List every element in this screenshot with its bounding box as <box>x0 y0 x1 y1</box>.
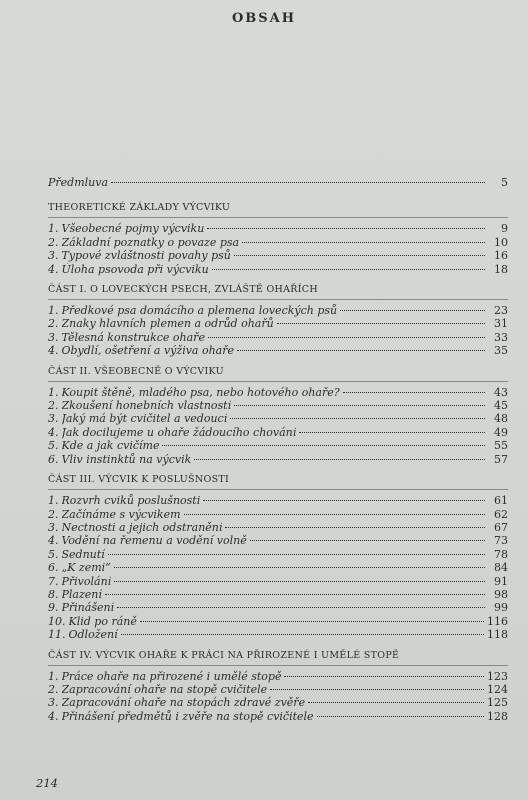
dot-leader <box>308 701 484 703</box>
entry-page: 98 <box>494 587 508 601</box>
entry-number: 1. <box>48 494 59 508</box>
entry-page: 99 <box>494 601 508 615</box>
dot-leader <box>340 309 485 311</box>
entry-page: 123 <box>487 669 508 683</box>
toc-entry <box>48 670 508 683</box>
toc-entry <box>48 439 508 452</box>
dot-leader <box>208 336 485 338</box>
entry-title: Přinášení <box>61 601 115 615</box>
entry-page: 128 <box>487 709 508 723</box>
dot-leader <box>234 254 485 256</box>
dot-leader <box>121 633 484 635</box>
section-rule <box>48 299 508 300</box>
entry-page: 49 <box>494 425 508 439</box>
entry-title: „K zemi“ <box>61 561 111 575</box>
dot-leader <box>237 349 485 351</box>
entry-page: 84 <box>494 561 508 575</box>
entry-number: 6. <box>48 561 59 575</box>
section-rule <box>48 665 508 666</box>
dot-leader <box>111 181 485 183</box>
entry-number: 4. <box>48 262 59 276</box>
entry-page: 16 <box>494 249 508 263</box>
entry-page: 57 <box>494 452 508 466</box>
entry-title: Odložení <box>68 628 118 642</box>
entry-number: 2. <box>48 317 59 331</box>
dot-leader <box>105 593 485 595</box>
toc-entry <box>48 508 508 521</box>
dot-leader <box>203 499 485 501</box>
entry-title: Koupit štěně, mladého psa, nebo hotového ohaře? <box>61 385 340 399</box>
entry-number: 1. <box>48 669 59 683</box>
entry-page: 67 <box>494 520 508 534</box>
toc-entry <box>48 521 508 534</box>
entry-number: 3. <box>48 520 59 534</box>
entry-page: 61 <box>494 494 508 508</box>
dot-leader <box>225 526 485 528</box>
toc-entry <box>48 494 508 507</box>
entry-title: Nectnosti a jejich odstranění <box>61 520 223 534</box>
entry-number: 3. <box>48 412 59 426</box>
entry-title: Znaky hlavních plemen a odrůd ohařů <box>61 317 274 331</box>
dot-leader <box>140 620 484 622</box>
toc-entry <box>48 263 508 276</box>
toc-entry <box>48 615 508 628</box>
section-heading: THEORETICKÉ ZÁKLADY VÝCVIKU <box>48 202 231 214</box>
dot-leader <box>270 688 484 690</box>
entry-page: 45 <box>494 399 508 413</box>
dot-leader <box>117 606 485 608</box>
entry-number: 8. <box>48 587 59 601</box>
dot-leader <box>194 458 485 460</box>
entry-number: 4. <box>48 425 59 439</box>
toc-entry <box>48 588 508 601</box>
section-heading: ČÁST II. VŠEOBECNĚ O VÝCVIKU <box>48 365 224 377</box>
section-rule <box>48 217 508 218</box>
toc-entry <box>48 386 508 399</box>
toc-entry <box>48 453 508 466</box>
entry-title: Vliv instinktů na výcvik <box>61 452 192 466</box>
dot-leader <box>343 391 485 393</box>
entry-page: 78 <box>494 547 508 561</box>
entry-number: 1. <box>48 222 59 236</box>
dot-leader <box>230 417 485 419</box>
entry-page: 125 <box>487 696 508 710</box>
toc-entry <box>48 575 508 588</box>
entry-number: 5. <box>48 547 59 561</box>
preface-page: 5 <box>501 176 508 189</box>
entry-title: Plazení <box>61 587 102 601</box>
entry-title: Předkové psa domácího a plemena loveckých psů <box>61 304 338 318</box>
toc-entry <box>48 344 508 357</box>
entry-title: Zapracování ohaře na stopě cvičitele <box>61 682 268 696</box>
entry-title: Základní poznatky o povaze psa <box>61 235 240 249</box>
dot-leader <box>114 566 485 568</box>
page-number: 214 <box>36 776 58 790</box>
entry-number: 2. <box>48 399 59 413</box>
entry-number: 4. <box>48 534 59 548</box>
entry-title: Přinášení předmětů i zvěře na stopě cvičitele <box>61 709 314 723</box>
entry-number: 10. <box>48 614 66 628</box>
section-rule <box>48 381 508 382</box>
entry-title: Začínáme s výcvikem <box>61 507 181 521</box>
toc-entry <box>48 696 508 709</box>
toc-entry <box>48 222 508 235</box>
entry-page: 73 <box>494 534 508 548</box>
entry-number: 1. <box>48 385 59 399</box>
entry-page: 43 <box>494 385 508 399</box>
toc-entry <box>48 236 508 249</box>
entry-number: 1. <box>48 304 59 318</box>
entry-title: Obydlí, ošetření a výživa ohaře <box>61 344 235 358</box>
dot-leader <box>317 715 484 717</box>
entry-page: 55 <box>494 439 508 453</box>
entry-page: 35 <box>494 344 508 358</box>
section-heading: ČÁST III. VÝCVIK K POSLUŠNOSTI <box>48 474 230 486</box>
entry-title: Kde a jak cvičíme <box>61 439 160 453</box>
toc-entry <box>48 399 508 412</box>
entry-title: Sednutí <box>61 547 105 561</box>
toc-entry <box>48 601 508 614</box>
table-of-contents <box>48 176 508 723</box>
entry-page: 62 <box>494 507 508 521</box>
entry-title: Typové zvláštnosti povahy psů <box>61 249 231 263</box>
toc-entry <box>48 710 508 723</box>
entry-title: Práce ohaře na přirozené i umělé stopě <box>61 669 282 683</box>
dot-leader <box>234 404 485 406</box>
dot-leader <box>162 444 485 446</box>
entry-number: 2. <box>48 682 59 696</box>
entry-number: 4. <box>48 709 59 723</box>
entry-title: Přivolání <box>61 574 112 588</box>
entry-number: 9. <box>48 601 59 615</box>
dot-leader <box>250 539 485 541</box>
toc-entry <box>48 317 508 330</box>
entry-title: Zkoušení honebních vlastností <box>61 399 232 413</box>
dot-leader <box>207 227 485 229</box>
entry-number: 3. <box>48 330 59 344</box>
section-heading: ČÁST IV. VÝCVIK OHAŘE K PRÁCI NA PŘIROZENÉ I UMĚLÉ STOPĚ <box>48 649 400 661</box>
toc-entry <box>48 331 508 344</box>
toc-entry <box>48 304 508 317</box>
section-rule <box>48 489 508 490</box>
entry-number: 2. <box>48 507 59 521</box>
entry-number: 7. <box>48 574 59 588</box>
entry-title: Tělesná konstrukce ohaře <box>61 330 205 344</box>
entry-title: Klid po ráně <box>68 614 137 628</box>
entry-number: 3. <box>48 696 59 710</box>
entry-title: Jak docilujeme u ohaře žádoucího chování <box>61 425 297 439</box>
toc-entry-preface <box>48 176 508 189</box>
entry-page: 31 <box>494 317 508 331</box>
entry-page: 33 <box>494 330 508 344</box>
entry-title: Úloha psovoda při výcviku <box>61 262 209 276</box>
entry-page: 116 <box>487 614 508 628</box>
preface-label: Předmluva <box>48 176 109 189</box>
entry-page: 118 <box>487 628 508 642</box>
toc-entry <box>48 548 508 561</box>
dot-leader <box>284 675 484 677</box>
toc-entry <box>48 683 508 696</box>
toc-entry <box>48 628 508 641</box>
dot-leader <box>212 268 485 270</box>
entry-page: 91 <box>494 574 508 588</box>
toc-sections <box>48 201 508 723</box>
dot-leader <box>114 580 485 582</box>
page-title: OBSAH <box>231 11 297 26</box>
entry-page: 10 <box>494 235 508 249</box>
dot-leader <box>184 513 485 515</box>
entry-number: 11. <box>48 628 66 642</box>
section-heading: ČÁST I. O LOVECKÝCH PSECH, ZVLÁŠTĚ OHAŘÍCH <box>48 284 318 296</box>
entry-page: 23 <box>494 304 508 318</box>
toc-entry <box>48 534 508 547</box>
entry-page: 124 <box>487 682 508 696</box>
dot-leader <box>108 553 485 555</box>
entry-page: 18 <box>494 262 508 276</box>
dot-leader <box>242 241 485 243</box>
entry-number: 6. <box>48 452 59 466</box>
toc-entry <box>48 412 508 425</box>
entry-title: Rozvrh cviků poslušnosti <box>61 494 201 508</box>
entry-title: Všeobecné pojmy výcviku <box>61 222 205 236</box>
dot-leader <box>277 322 485 324</box>
toc-entry <box>48 426 508 439</box>
entry-title: Vodění na řemenu a vodění volně <box>61 534 247 548</box>
toc-entry <box>48 249 508 262</box>
entry-number: 5. <box>48 439 59 453</box>
entry-title: Zapracování ohaře na stopách zdravé zvěře <box>61 696 306 710</box>
entry-title: Jaký má být cvičitel a vedoucí <box>61 412 228 426</box>
entry-number: 4. <box>48 344 59 358</box>
entry-page: 9 <box>501 222 508 236</box>
entry-page: 48 <box>494 412 508 426</box>
entry-number: 2. <box>48 235 59 249</box>
entry-number: 3. <box>48 249 59 263</box>
toc-entry <box>48 561 508 574</box>
dot-leader <box>299 431 485 433</box>
